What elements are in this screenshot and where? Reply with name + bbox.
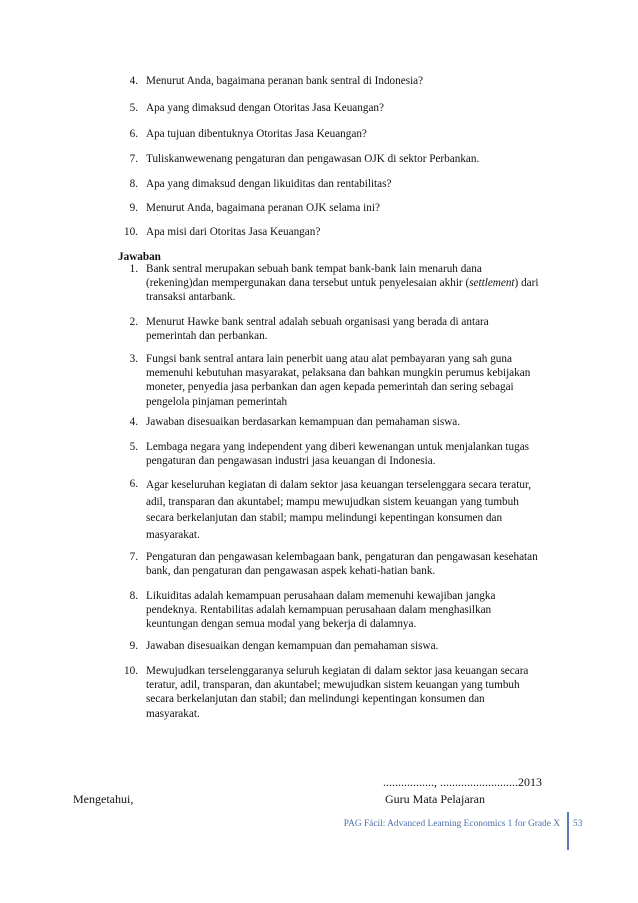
answer-text — [146, 639, 566, 653]
answer-line: bank, dan pengaturan dan pengawasan aspek kehati-hatian bank. — [146, 565, 436, 578]
answer-line: memenuhi kebutuhan masyarakat, pelaksana dan bahkan mungkin perumus kebijakan — [146, 367, 531, 380]
answer-line: Likuiditas adalah kemampuan perusahaan dalam memenuhi kewajiban jangka — [146, 590, 496, 602]
footer-text: PAG Fácil: Advanced Learning Economics 1 for Grade X — [343, 819, 560, 829]
answer-line: teratur, adil, transparan, dan akuntabel; mewujudkan sistem keuangan yang tumbuh — [146, 679, 520, 692]
answer-number: 3. — [129, 353, 138, 365]
answer-line: Pengaturan dan pengawasan kelembagaan bank, pengaturan dan pengawasan kesehatan — [146, 551, 538, 563]
question-number: 6. — [129, 128, 138, 140]
answer-text — [146, 352, 566, 409]
answer-line: secara berkelanjutan dan stabil; mampu melindungi kepentingan konsumen dan — [146, 512, 503, 524]
answer-number: 5. — [129, 441, 138, 453]
answer-line: Jawaban disesuaikan dengan kemampuan dan pemahaman siswa. — [146, 640, 439, 652]
question-text: Apa yang dimaksud dengan likuiditas dan rentabilitas? — [146, 178, 392, 190]
italic-term: settlement — [469, 277, 515, 290]
answer-line: transaksi antarbank. — [146, 291, 236, 304]
answer-line: masyarakat. — [146, 528, 200, 541]
signature-right-label: Guru Mata Pelajaran — [385, 792, 485, 806]
answer-text — [146, 415, 566, 429]
question-number: 4. — [129, 75, 138, 87]
answer-line: keuntungan dengan semua modal yang bekerja di dalamnya. — [146, 618, 417, 631]
question-text: Apa misi dari Otoritas Jasa Keuangan? — [146, 226, 321, 238]
answer-line: secara berkelanjutan dan stabil; dan melindungi kepentingan konsumen dan — [146, 693, 485, 706]
question-number: 10. — [124, 226, 138, 238]
answer-number: 7. — [129, 551, 138, 563]
question-text: Apa tujuan dibentuknya Otoritas Jasa Keuangan? — [146, 128, 367, 140]
answer-line: pendeknya. Rentabilitas adalah kemampuan perusahaan dalam menghasilkan — [146, 604, 492, 617]
answers-heading: Jawaban — [118, 251, 161, 263]
question-text: Menurut Anda, bagaimana peranan OJK selama ini? — [146, 202, 380, 214]
answer-line: pemerintah dan perbankan. — [146, 330, 268, 343]
answer-number: 8. — [129, 590, 138, 602]
answer-text — [146, 664, 566, 721]
answer-number: 1. — [129, 263, 138, 275]
answer-number: 6. — [129, 478, 138, 490]
signature-left-label: Mengetahui, — [73, 792, 134, 806]
answer-text — [146, 262, 566, 305]
answer-line: moneter, penyedia jasa perbankan dan agen kepada pemerintah dan sering sebagai — [146, 381, 514, 394]
question-text: Apa yang dimaksud dengan Otoritas Jasa Keuangan? — [146, 102, 384, 114]
question-text: Menurut Anda, bagaimana peranan bank sentral di Indonesia? — [146, 75, 424, 87]
answer-text — [146, 440, 566, 468]
answer-line: adil, transparan dan akuntabel; mampu mewujudkan sistem keuangan yang tumbuh — [146, 495, 519, 508]
question-number: 7. — [129, 153, 138, 165]
signature-date-line: ................., ..........................2013 — [383, 775, 542, 789]
question-number: 5. — [129, 102, 138, 114]
answer-text — [146, 550, 566, 578]
answer-number: 10. — [124, 665, 138, 677]
page-number: 53 — [573, 819, 583, 829]
answer-line: Agar keseluruhan kegiatan di dalam sektor jasa keuangan terselenggara secara teratur, — [146, 479, 532, 491]
answer-line: Bank sentral merupakan sebuah bank tempat bank-bank lain menaruh dana — [146, 263, 482, 275]
answer-line: Fungsi bank sentral antara lain penerbit uang atau alat pembayaran yang sah guna — [146, 353, 512, 365]
answer-text — [146, 589, 566, 632]
answer-number: 2. — [129, 316, 138, 328]
answer-line: pengelola pinjaman pemerintah — [146, 395, 288, 408]
answer-number: 4. — [129, 416, 138, 428]
question-number: 8. — [129, 178, 138, 190]
question-text: Tuliskanwewenang pengaturan dan pengawasan OJK di sektor Perbankan. — [146, 153, 480, 165]
footer-divider — [567, 812, 569, 850]
question-number: 9. — [129, 202, 138, 214]
answer-line: (rekening)dan mempergunakan dana tersebut untuk penyelesaian akhir (settlement) dari — [146, 277, 539, 290]
answer-text — [146, 477, 566, 543]
answer-text — [146, 315, 566, 343]
answer-number: 9. — [129, 640, 138, 652]
answer-line: Lembaga negara yang independent yang diberi kewenangan untuk menjalankan tugas — [146, 441, 530, 453]
answer-line: masyarakat. — [146, 707, 200, 720]
answer-line: Mewujudkan terselenggaranya seluruh kegiatan di dalam sektor jasa keuangan secara — [146, 665, 529, 677]
answer-line: pengaturan dan pengawasan industri jasa keuangan di Indonesia. — [146, 455, 436, 468]
answer-line: Menurut Hawke bank sentral adalah sebuah organisasi yang berada di antara — [146, 316, 489, 328]
answer-line: Jawaban disesuaikan berdasarkan kemampuan dan pemahaman siswa. — [146, 416, 461, 428]
